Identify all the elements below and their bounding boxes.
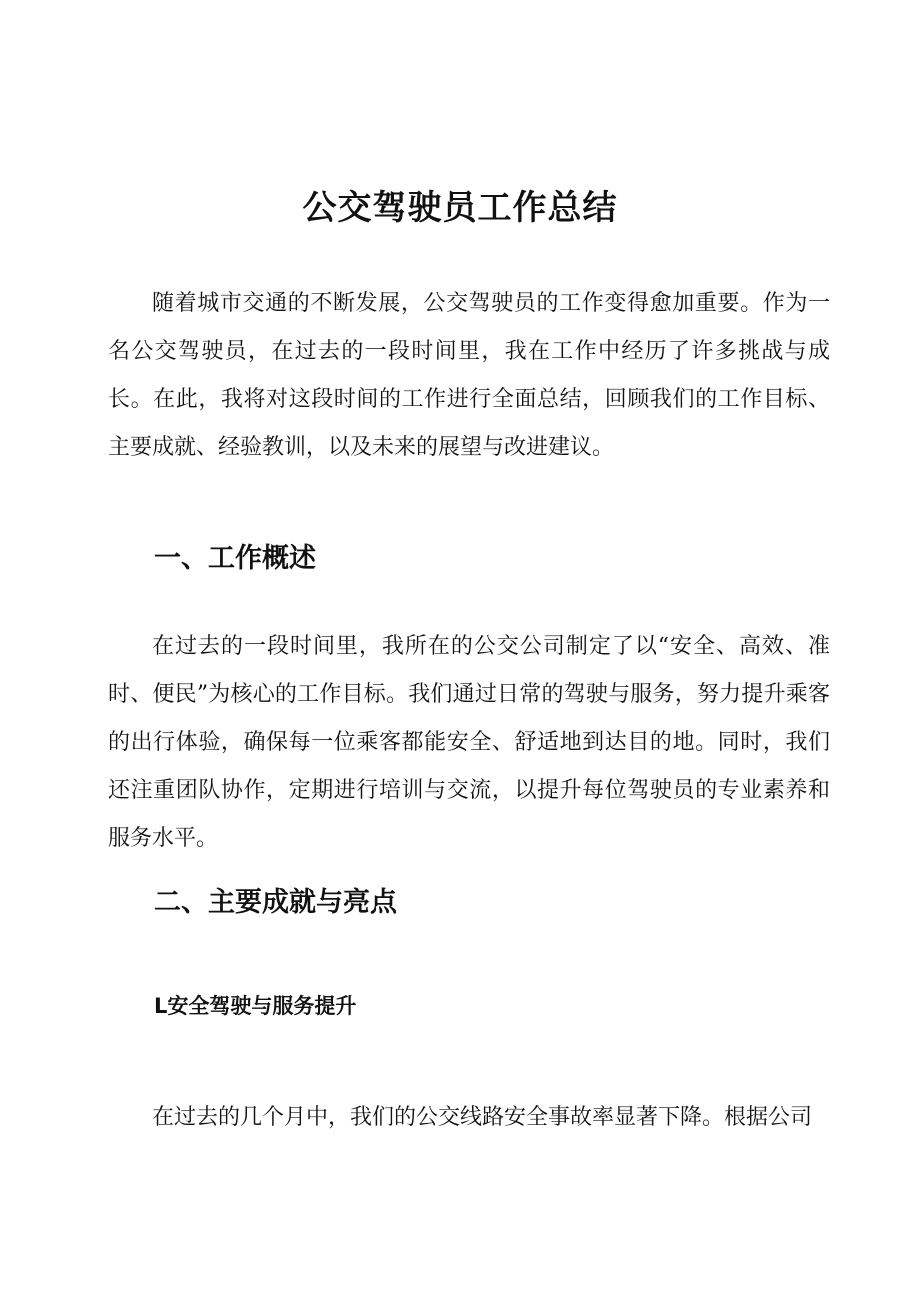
intro-paragraph: 随着城市交通的不断发展，公交驾驶员的工作变得愈加重要。作为一名公交驾驶员，在过去的一段时间里，我在工作中经历了许多挑战与成长。在此，我将对这段时间的工作进行全面总结，回顾我们的工作目标、主要成就、经验教训，以及未来的展望与改进建议。 bbox=[108, 291, 830, 460]
section-heading-overview: 一、工作概述 bbox=[154, 543, 316, 574]
page-title: 公交驾驶员工作总结 bbox=[302, 188, 618, 228]
overview-paragraph: 在过去的一段时间里，我所在的公交公司制定了以“安全、高效、准时、便民”为核心的工作目标。我们通过日常的驾驶与服务，努力提升乘客的出行体验，确保每一位乘客都能安全、舒适地到达目的地。同时，我们还注重团队协作，定期进行培训与交流，以提升每位驾驶员的专业素养和服务水平。 bbox=[108, 634, 830, 851]
achievements-paragraph: 在过去的几个月中，我们的公交线路安全事故率显著下降。根据公司 bbox=[152, 1105, 813, 1130]
subsection-heading-safety: L安全驾驶与服务提升 bbox=[154, 994, 357, 1018]
section-heading-achievements: 二、主要成就与亮点 bbox=[154, 887, 397, 918]
